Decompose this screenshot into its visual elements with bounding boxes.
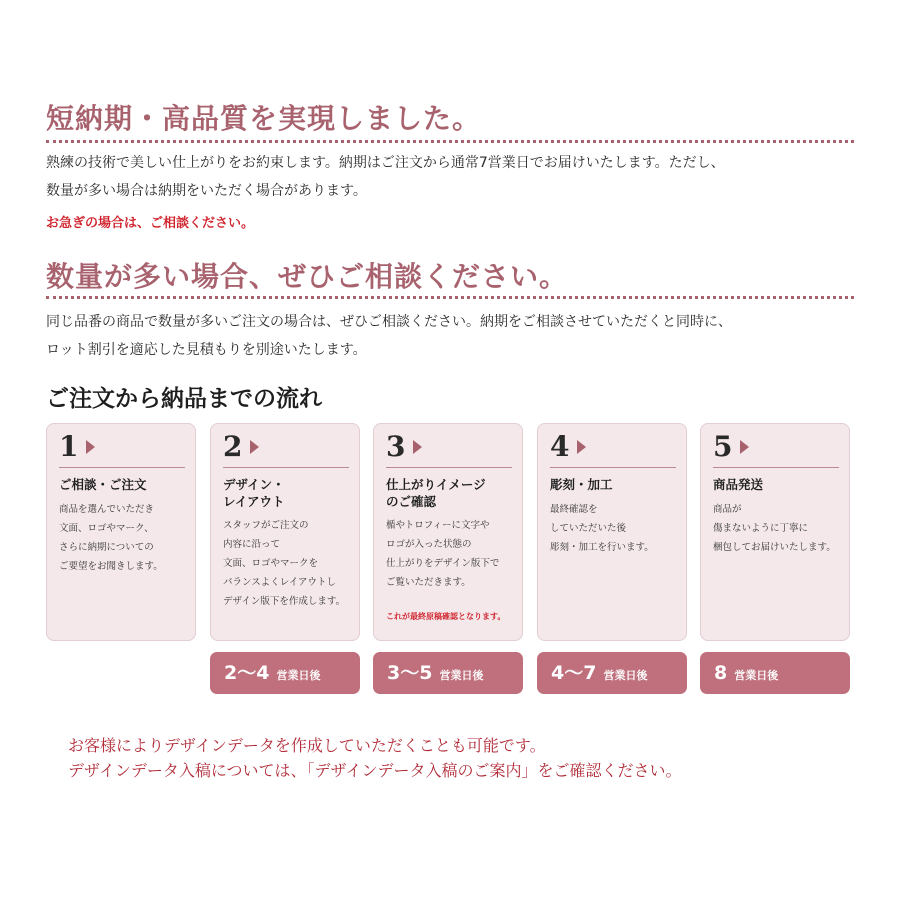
step-card-1 <box>46 423 196 641</box>
step-body-line: 商品を選んでいただき <box>59 504 155 515</box>
step-body <box>386 516 520 592</box>
section1-title: 短納期・高品質を実現しました。 <box>46 102 482 135</box>
arrow-right-icon <box>413 440 422 454</box>
step-title <box>386 476 518 510</box>
duration-range: 2〜4 <box>224 662 270 684</box>
step-card-3 <box>373 423 523 641</box>
step-body-line: 商品が <box>713 504 742 515</box>
final-confirmation-note: これが最終原稿確認となります。 <box>386 612 506 621</box>
step-title-line: 商品発送 <box>713 477 764 492</box>
design-data-note <box>68 733 868 783</box>
flow-title: ご注文から納品までの流れ <box>46 385 322 412</box>
step-card-2 <box>210 423 360 641</box>
step-header <box>550 430 586 464</box>
section1-dotted-divider <box>46 140 854 143</box>
step-body <box>223 516 357 611</box>
duration-unit: 営業日後 <box>439 669 484 682</box>
footer-line-2: デザインデータ入稿については、「デザインデータ入稿のご案内」をご確認ください。 <box>68 761 682 780</box>
step-body-line: 楯やトロフィーに文字や <box>386 520 490 531</box>
step-number: 2 <box>223 430 243 463</box>
duration-badge-1 <box>210 652 360 694</box>
step-title-line: 彫刻・加工 <box>550 477 613 492</box>
step-title-line: のご確認 <box>386 494 437 509</box>
duration-badge-3 <box>537 652 687 694</box>
step-header <box>713 430 749 464</box>
step-body <box>713 500 847 557</box>
step-header <box>223 430 259 464</box>
section2-dotted-divider <box>46 296 854 299</box>
step-body-line: 梱包してお届けいたします。 <box>713 542 836 553</box>
section1-line-1: 熟練の技術で美しい仕上がりをお約束します。納期はご注文から通常7営業日でお届けいたします。ただし、 <box>46 155 725 171</box>
step-body-line: デザイン版下を作成します。 <box>223 596 346 607</box>
step-title <box>713 476 845 493</box>
step-body-line: 文面、ロゴやマーク、 <box>59 523 154 534</box>
step-title-line: レイアウト <box>223 494 285 509</box>
duration-unit: 営業日後 <box>734 669 779 682</box>
step-title-line: デザイン・ <box>223 477 285 492</box>
arrow-right-icon <box>740 440 749 454</box>
step-title <box>223 476 355 510</box>
section1-line-2: 数量が多い場合は納期をいただく場合があります。 <box>46 183 367 199</box>
duration-badge-2 <box>373 652 523 694</box>
step-header <box>386 430 422 464</box>
step-divider <box>223 467 349 468</box>
step-body-line: ロゴが入った状態の <box>386 539 472 550</box>
urgent-notice: お急ぎの場合は、ご相談ください。 <box>46 216 255 231</box>
step-number: 3 <box>386 430 406 463</box>
step-body-line: ご覧いただきます。 <box>386 577 471 588</box>
step-body-line: 彫刻・加工を行います。 <box>550 542 654 553</box>
section2-paragraph <box>46 308 866 364</box>
arrow-right-icon <box>577 440 586 454</box>
step-title <box>550 476 682 493</box>
section2-line-2: ロット割引を適応した見積もりを別途いたします。 <box>46 342 367 358</box>
step-body <box>59 500 193 576</box>
flow-steps <box>46 423 852 643</box>
footer-line-1: お客様によりデザインデータを作成していただくことも可能です。 <box>68 736 546 755</box>
duration-range: 3〜5 <box>387 662 433 684</box>
step-card-5 <box>700 423 850 641</box>
step-divider <box>550 467 676 468</box>
step-body-line: バランスよくレイアウトし <box>223 577 336 588</box>
step-title-line: ご相談・ご注文 <box>59 477 147 492</box>
arrow-right-icon <box>86 440 95 454</box>
step-card-4 <box>537 423 687 641</box>
duration-range: 8 <box>714 662 728 684</box>
step-body-line: さらに納期についての <box>59 542 154 553</box>
step-number: 5 <box>713 430 733 463</box>
duration-unit: 営業日後 <box>276 669 321 682</box>
section2-line-1: 同じ品番の商品で数量が多いご注文の場合は、ぜひご相談ください。納期をご相談させていただくと同時に、 <box>46 314 732 330</box>
step-divider <box>59 467 185 468</box>
step-number: 4 <box>550 430 570 463</box>
step-header <box>59 430 95 464</box>
duration-unit: 営業日後 <box>603 669 648 682</box>
step-body-line: していただいた後 <box>550 523 627 534</box>
step-body-line: 仕上がりをデザイン版下で <box>386 558 500 569</box>
section2-title: 数量が多い場合、ぜひご相談ください。 <box>46 260 569 293</box>
step-body-line: 傷まないように丁寧に <box>713 523 809 534</box>
duration-badge-4 <box>700 652 850 694</box>
step-body-line: 最終確認を <box>550 504 598 515</box>
arrow-right-icon <box>250 440 259 454</box>
step-divider <box>386 467 512 468</box>
step-title <box>59 476 191 493</box>
duration-range: 4〜7 <box>551 662 597 684</box>
step-body-line: スタッフがご注文の <box>223 520 309 531</box>
step-number: 1 <box>59 430 79 463</box>
step-body-line: 文面、ロゴやマークを <box>223 558 319 569</box>
step-body-line: 内容に沿って <box>223 539 281 550</box>
step-body <box>550 500 684 557</box>
step-title-line: 仕上がりイメージ <box>386 477 486 492</box>
step-body-line: ご要望をお聞きします。 <box>59 561 163 572</box>
section1-paragraph <box>46 149 866 205</box>
step-divider <box>713 467 839 468</box>
